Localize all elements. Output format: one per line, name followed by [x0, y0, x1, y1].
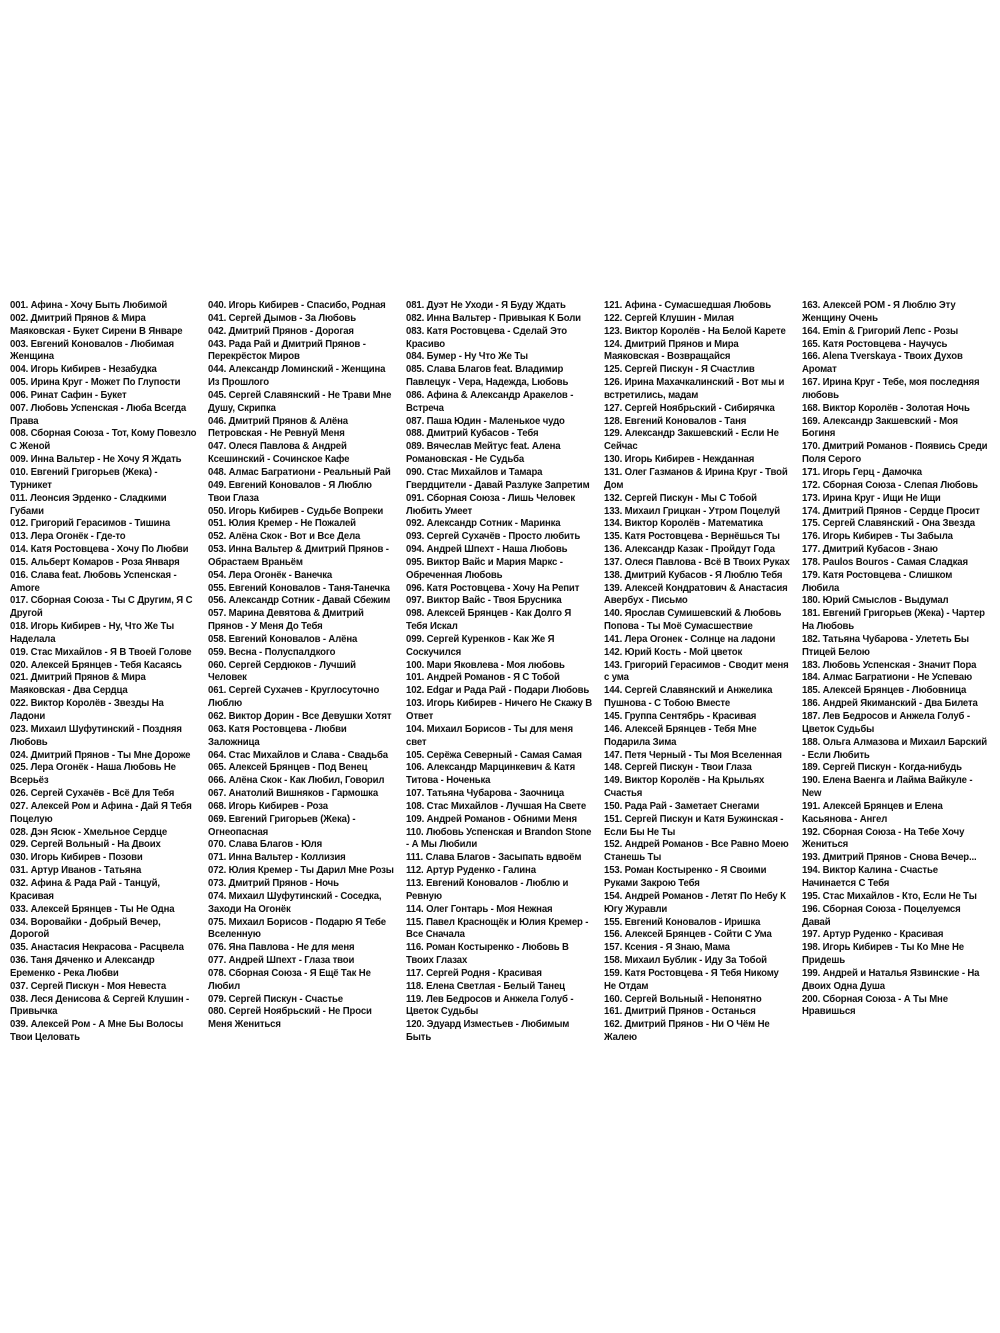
track-entry: 128. Евгений Коновалов - Таня — [604, 415, 747, 427]
track-entry: 069. Евгений Григорьев (Жека) - Огнеопасная — [208, 813, 356, 838]
track-entry: 183. Любовь Успенская - Значит Пора — [802, 659, 977, 671]
track-entry: 114. Олег Гонтарь - Моя Нежная — [406, 903, 553, 915]
track-entry: 088. Дмитрий Кубасов - Тебя — [406, 428, 539, 440]
track-entry: 001. Афина - Хочу Быть Любимой — [10, 300, 168, 311]
track-entry: 050. Игорь Кибирев - Судьбе Вопреки — [208, 505, 384, 517]
track-entry: 045. Сергей Славянский - Не Трави Мне Душу, Скрипка — [208, 389, 392, 414]
track-entry: 101. Андрей Романов - Я С Тобой — [406, 672, 560, 684]
track-entry: 039. Алексей Ром - А Мне Бы Волосы Твои Целовать — [10, 1019, 184, 1044]
track-entry: 195. Стас Михайлов - Кто, Если Не Ты — [802, 890, 977, 902]
track-entry: 115. Павел Краснощёк и Юлия Кремер - Все Сначала — [406, 916, 589, 941]
track-entry: 173. Ирина Круг - Ищи Не Ищи — [802, 492, 941, 504]
track-entry: 049. Евгений Коновалов - Я Люблю Твои Глаза — [208, 479, 372, 504]
track-entry: 113. Евгений Коновалов - Люблю и Ревную — [406, 877, 569, 902]
track-entry: 023. Михаил Шуфутинский - Поздняя Любовь — [10, 723, 182, 748]
track-entry: 176. Игорь Кибирев - Ты Забыла — [802, 531, 953, 543]
track-entry: 145. Группа Сентябрь - Красивая — [604, 711, 757, 722]
track-entry: 028. Дэн Ясюк - Хмельное Сердце — [10, 826, 168, 838]
track-entry: 044. Александр Ломинский - Женщина Из Прошлого — [208, 364, 386, 389]
track-entry: 194. Виктор Калина - Счастье Начинается С Тебя — [802, 865, 938, 889]
track-entry: 024. Дмитрий Прянов - Ты Мне Дороже — [10, 749, 191, 761]
track-entry: 118. Елена Светлая - Белый Танец — [406, 980, 565, 992]
track-entry: 061. Сергей Сухачев - Круглосуточно Люблю — [208, 685, 380, 710]
track-entry: 046. Дмитрий Прянов & Алёна Петровская - Не Ревнуй Меня — [208, 415, 348, 440]
track-entry: 059. Весна - Полуспалдкого — [208, 646, 336, 658]
track-entry: 060. Сергей Сердюков - Лучший Человек — [208, 659, 356, 684]
track-entry: 161. Дмитрий Прянов - Останься — [604, 1006, 756, 1018]
track-entry: 006. Ринат Сафин - Букет — [10, 389, 127, 401]
track-entry: 131. Олег Газманов & Ирина Круг - Твой Дом — [604, 466, 788, 491]
track-entry: 162. Дмитрий Прянов - Ни О Чём Не Жалею — [604, 1019, 770, 1044]
track-entry: 011. Леонсия Эрденко - Сладкими Губами — [10, 492, 167, 517]
track-entry: 182. Татьяна Чубарова - Улететь Бы Птицей Белою — [802, 633, 969, 658]
track-entry: 013. Лера Огонёк - Где-то — [10, 531, 126, 543]
track-entry: 072. Юлия Кремер - Ты Дарил Мне Розы — [208, 865, 394, 877]
track-entry: 033. Алексей Брянцев - Ты Не Одна — [10, 903, 175, 915]
track-entry: 155. Евгений Коновалов - Иришка — [604, 916, 761, 928]
track-entry: 085. Слава Благов feat. Владимир Павлецук - Vера, Надежда, Lюбовь — [406, 364, 569, 389]
track-entry: 014. Катя Ростовцева - Хочу По Любви — [10, 544, 189, 556]
track-entry: 064. Стас Михайлов и Слава - Свадьба — [208, 749, 388, 761]
track-entry: 184. Алмас Багратиони - Не Успеваю — [802, 672, 973, 684]
track-entry: 140. Ярослав Сумишевский & Любовь Попова - Ты Моё Сумасшествие — [604, 608, 782, 633]
track-entry: 020. Алексей Брянцев - Тебя Касаясь — [10, 659, 182, 671]
track-entry: 065. Алексей Брянцев - Под Венец — [208, 762, 368, 774]
track-entry: 165. Катя Ростовцева - Научусь — [802, 338, 948, 350]
track-entry: 062. Виктор Дорин - Все Девушки Хотят — [208, 711, 392, 722]
track-entry: 104. Михаил Борисов - Ты для меня свет — [406, 723, 573, 748]
track-entry: 010. Евгений Григорьев (Жека) - Турникет — [10, 466, 158, 491]
track-entry: 102. Edgar и Рада Рай - Подари Любовь — [406, 685, 590, 697]
track-entry: 042. Дмитрий Прянов - Дорогая — [208, 325, 354, 337]
track-entry: 040. Игорь Кибирев - Спасибо, Родная — [208, 300, 386, 311]
track-entry: 099. Сергей Куренков - Как Же Я Соскучился — [406, 633, 555, 658]
track-entry: 138. Дмитрий Кубасов - Я Люблю Тебя — [604, 569, 783, 581]
track-entry: 067. Анатолий Вишняков - Гармошка — [208, 788, 379, 800]
track-entry: 078. Сборная Союза - Я Ещё Так Не Любил — [208, 967, 371, 992]
track-entry: 129. Александр Закшевский - Если Не Сейчас — [604, 428, 779, 453]
track-entry: 166. Alena Tverskaya - Твоих Духов Аромат — [802, 351, 963, 376]
track-entry: 093. Сергей Сухачёв - Просто любить — [406, 531, 581, 543]
track-entry: 168. Виктор Королёв - Золотая Ночь — [802, 402, 970, 414]
track-entry: 074. Михаил Шуфутинский - Соседка, Заходи На Огонёк — [208, 890, 382, 915]
track-entry: 149. Виктор Королёв - На Крыльях Счастья — [604, 775, 765, 800]
track-entry: 089. Вячеслав Мейтус feat. Алена Романовская - Не Судьба — [406, 441, 561, 466]
track-entry: 135. Катя Ростовцева - Вернёшься Ты — [604, 531, 780, 543]
track-entry: 021. Дмитрий Прянов & Мира Маяковская - Два Сердца — [10, 672, 146, 697]
track-entry: 002. Дмитрий Прянов & Мира Маяковская - Букет Сирени В Январе — [10, 312, 183, 337]
track-entry: 139. Алексей Кондратович & Анастасия Авербух - Письмо — [604, 582, 788, 607]
track-entry: 076. Яна Павлова - Не для меня — [208, 942, 355, 954]
track-entry: 159. Катя Ростовцева - Я Тебя Никому Не Отдам — [604, 967, 779, 992]
track-entry: 017. Сборная Союза - Ты С Другим, Я С Другой — [10, 595, 193, 620]
track-entry: 127. Сергей Ноябрьский - Сибирячка — [604, 402, 775, 414]
track-entry: 108. Стас Михайлов - Лучшая На Свете — [406, 800, 587, 812]
track-entry: 073. Дмитрий Прянов - Ночь — [208, 877, 339, 889]
track-entry: 144. Сергей Славянский и Анжелика Пушнова - С Тобою Вместе — [604, 685, 773, 710]
track-entry: 141. Лера Огонек - Солнце на ладони — [604, 633, 776, 645]
track-entry: 117. Сергей Родня - Красивая — [406, 967, 542, 979]
track-entry: 132. Сергей Пискун - Мы С Тобой — [604, 492, 757, 504]
track-entry: 003. Евгений Коновалов - Любимая Женщина — [10, 338, 174, 363]
track-entry: 071. Инна Вальтер - Коллизия — [208, 852, 346, 864]
track-entry: 057. Марина Девятова & Дмитрий Прянов - У Меня До Тебя — [208, 608, 364, 633]
track-entry: 052. Алёна Скок - Вот и Все Дела — [208, 531, 361, 543]
track-entry: 193. Дмитрий Прянов - Снова Вечер... — [802, 852, 977, 864]
track-entry: 175. Сергей Славянский - Она Звезда — [802, 518, 975, 530]
track-entry: 051. Юлия Кремер - Не Пожалей — [208, 518, 356, 530]
track-entry: 007. Любовь Успенская - Люба Всегда Права — [10, 402, 187, 427]
track-entry: 012. Григорий Герасимов - Тишина — [10, 518, 171, 530]
track-entry: 163. Алексей РОМ - Я Люблю Эту Женщину Очень — [802, 300, 956, 324]
track-entry: 119. Лев Бедросов и Анжела Голуб - Цветок Судьбы — [406, 993, 574, 1018]
track-entry: 037. Сергей Пискун - Моя Невеста — [10, 980, 167, 992]
track-entry: 084. Бумер - Ну Что Же Ты — [406, 351, 528, 363]
track-entry: 150. Рада Рай - Заметает Снегами — [604, 800, 760, 812]
track-entry: 154. Андрей Романов - Летят По Небу К Югу Журавли — [604, 890, 786, 915]
track-entry: 167. Ирина Круг - Тебе, моя последняя любовь — [802, 377, 980, 401]
tracklist-column-2 — [208, 300, 406, 1032]
track-entry: 126. Ирина Махачкалинский - Вот мы и встретились, мадам — [604, 377, 785, 401]
track-entry: 196. Сборная Союза - Поцелуемся Давай — [802, 903, 961, 928]
track-entry: 180. Юрий Смыслов - Выдумал — [802, 595, 949, 607]
track-entry: 081. Дуэт Не Уходи - Я Буду Ждать — [406, 300, 566, 311]
track-entry: 090. Стас Михайлов и Тамара Гвердцители - Давай Разлуке Запретим — [406, 466, 590, 491]
track-entry: 109. Андрей Романов - Обними Меня — [406, 813, 578, 825]
track-entry: 147. Петя Черный - Ты Моя Вселенная — [604, 749, 782, 761]
track-entry: 200. Сборная Союза - А Ты Мне Нравишься — [802, 993, 948, 1018]
track-entry: 160. Сергей Вольный - Непонятно — [604, 993, 762, 1005]
track-entry: 022. Виктор Королёв - Звезды На Ладони — [10, 698, 164, 722]
track-entry: 005. Ирина Круг - Может По Глупости — [10, 377, 181, 389]
track-entry: 125. Сергей Пискун - Я Счастлив — [604, 364, 755, 376]
track-entry: 143. Григорий Герасимов - Сводит меня с ума — [604, 659, 789, 684]
track-entry: 105. Серёжа Северный - Самая Самая — [406, 749, 582, 761]
track-entry: 187. Лев Бедросов и Анжела Голуб - Цветок Судьбы — [802, 711, 970, 735]
track-entry: 179. Катя Ростовцева - Слишком Любила — [802, 569, 953, 594]
track-entry: 019. Стас Михайлов - Я В Твоей Голове — [10, 646, 192, 658]
track-entry: 092. Александр Сотник - Маринка — [406, 518, 561, 530]
track-entry: 111. Слава Благов - Засыпать вдвоём — [406, 852, 582, 864]
tracklist-column-5 — [802, 300, 1000, 1019]
track-entry: 197. Артур Руденко - Красивая — [802, 929, 944, 941]
track-entry: 152. Андрей Романов - Все Равно Моею Станешь Ты — [604, 839, 789, 864]
track-entry: 186. Андрей Якиманский - Два Билета — [802, 698, 978, 710]
tracklist-column-4 — [604, 300, 802, 1045]
track-entry: 077. Андрей Шпехт - Глаза твои — [208, 955, 355, 967]
track-entry: 058. Евгений Коновалов - Алёна — [208, 633, 358, 645]
track-entry: 177. Дмитрий Кубасов - Знаю — [802, 544, 938, 556]
track-entry: 055. Евгений Коновалов - Таня-Танечка — [208, 582, 390, 594]
track-entry: 018. Игорь Кибирев - Ну, Что Же Ты Наделала — [10, 621, 175, 645]
track-entry: 192. Сборная Союза - На Тебе Хочу Жениться — [802, 826, 965, 851]
track-entry: 083. Катя Ростовцева - Сделай Это Красиво — [406, 325, 567, 350]
track-entry: 082. Инна Вальтер - Привыкая К Боли — [406, 312, 581, 324]
track-entry: 136. Александр Казак - Пройдут Года — [604, 544, 775, 556]
track-entry: 174. Дмитрий Прянов - Сердце Просит — [802, 505, 980, 517]
track-entry: 025. Лера Огонёк - Наша Любовь Не Всерьёз — [10, 762, 176, 787]
track-entry: 034. Воровайки - Добрый Вечер, Дорогой — [10, 916, 161, 941]
track-entry: 122. Сергей Клушин - Милая — [604, 312, 735, 324]
track-entry: 189. Сергей Пискун - Когда-нибудь — [802, 762, 962, 774]
track-entry: 079. Сергей Пискун - Счастье — [208, 993, 343, 1005]
track-entry: 027. Алексей Ром и Афина - Дай Я Тебя Поцелую — [10, 800, 192, 825]
track-entry: 032. Афина & Рада Рай - Танцуй, Красивая — [10, 877, 160, 902]
track-entry: 009. Инна Вальтер - Не Хочу Я Ждать — [10, 454, 182, 466]
track-entry: 066. Алёна Скок - Как Любил, Говорил — [208, 775, 385, 787]
track-entry: 035. Анастасия Некрасова - Расцвела — [10, 942, 184, 954]
track-entry: 103. Игорь Кибирев - Ничего Не Скажу В Ответ — [406, 698, 593, 722]
track-entry: 120. Эдуард Изместьев - Любимым Быть — [406, 1019, 570, 1044]
track-entry: 191. Алексей Брянцев и Елена Касьянова - Ангел — [802, 800, 943, 825]
track-entry: 068. Игорь Кибирев - Роза — [208, 800, 328, 812]
track-entry: 087. Паша Юдин - Маленькое чудо — [406, 415, 565, 427]
tracklist-column-3 — [406, 300, 604, 1045]
track-entry: 015. Альберт Комаров - Роза Января — [10, 556, 180, 568]
track-entry: 130. Игорь Кибирев - Нежданная — [604, 454, 755, 466]
track-entry: 137. Олеся Павлова - Всё В Твоих Руках — [604, 556, 790, 568]
track-entry: 008. Сборная Союза - Тот, Кому Повезло С Женой — [10, 428, 197, 453]
track-entry: 096. Катя Ростовцева - Хочу На Репит — [406, 582, 580, 594]
track-entry: 198. Игорь Кибирев - Ты Ко Мне Не Придешь — [802, 942, 964, 967]
track-entry: 146. Алексей Брянцев - Тебя Мне Подарила Зима — [604, 723, 757, 748]
track-entry: 080. Сергей Ноябрьский - Не Проси Меня Жениться — [208, 1006, 372, 1031]
track-entry: 172. Сборная Союза - Слепая Любовь — [802, 479, 978, 491]
track-entry: 016. Слава feat. Любовь Успенская - Amore — [10, 569, 177, 594]
track-entry: 070. Слава Благов - Юля — [208, 839, 323, 851]
track-entry: 133. Михаил Грицкан - Утром Поцелуй — [604, 505, 781, 517]
track-entry: 041. Сергей Дымов - За Любовь — [208, 312, 356, 324]
track-entry: 116. Роман Костыренко - Любовь В Твоих Глазах — [406, 942, 569, 967]
track-entry: 098. Алексей Брянцев - Как Долго Я Тебя Искал — [406, 608, 572, 633]
track-entry: 158. Михаил Бублик - Иду За Тобой — [604, 955, 767, 967]
track-entry: 036. Таня Дяченко и Александр Еременко - Река Любви — [10, 955, 155, 979]
track-entry: 134. Виктор Королёв - Математика — [604, 518, 763, 530]
track-entry: 164. Emin & Григорий Лепс - Розы — [802, 325, 959, 337]
track-entry: 094. Андрей Шпехт - Наша Любовь — [406, 544, 568, 556]
track-entry: 157. Ксения - Я Знаю, Мама — [604, 942, 730, 954]
track-entry: 095. Виктор Вайс и Мария Маркс - Обреченная Любовь — [406, 556, 563, 581]
track-entry: 123. Виктор Королёв - На Белой Карете — [604, 325, 786, 337]
track-entry: 110. Любовь Успенская и Brandon Stone - А Мы Любили — [406, 826, 592, 851]
track-entry: 188. Ольга Алмазова и Михаил Барский - Если Любить — [802, 736, 988, 761]
track-entry: 112. Артур Руденко - Галина — [406, 865, 536, 877]
track-entry: 142. Юрий Кость - Мой цветок — [604, 646, 743, 658]
track-entry: 106. Александр Марцинкевич & Катя Титова - Ноченька — [406, 762, 576, 787]
track-entry: 048. Алмас Багратиони - Реальный Рай — [208, 466, 391, 478]
track-entry: 100. Мари Яковлева - Моя любовь — [406, 659, 565, 671]
track-entry: 053. Инна Вальтер & Дмитрий Прянов - Обрастаем Враньём — [208, 544, 389, 568]
track-entry: 004. Игорь Кибирев - Незабудка — [10, 364, 157, 376]
track-entry: 151. Сергей Пискун и Катя Бужинская - Если Бы Не Ты — [604, 813, 784, 838]
track-entry: 075. Михаил Борисов - Подарю Я Тебе Вселенную — [208, 916, 386, 941]
track-entry: 169. Александр Закшевский - Моя Богиня — [802, 415, 959, 440]
track-entry: 185. Алексей Брянцев - Любовница — [802, 685, 967, 697]
track-entry: 199. Андрей и Наталья Язвинские - На Двоих Одна Душа — [802, 967, 980, 992]
track-entry: 148. Сергей Пискун - Твои Глаза — [604, 762, 752, 774]
track-entry: 056. Александр Сотник - Давай Сбежим — [208, 595, 391, 607]
track-entry: 190. Елена Ваенга и Лайма Вайкуле - New — [802, 775, 973, 800]
track-entry: 124. Дмитрий Прянов и Мира Маяковская - Возвращайся — [604, 338, 739, 363]
track-entry: 063. Катя Ростовцева - Любви Заложница — [208, 723, 347, 748]
track-entry: 029. Сергей Вольный - На Двоих — [10, 839, 161, 851]
track-entry: 031. Артур Иванов - Татьяна — [10, 865, 142, 877]
track-entry: 047. Олеся Павлова & Андрей Ксешинский - Сочинское Кафе — [208, 441, 350, 466]
track-entry: 091. Сборная Союза - Лишь Человек Любить Умеет — [406, 492, 576, 517]
track-entry: 107. Татьяна Чубарова - Заочница — [406, 788, 565, 800]
track-entry: 121. Афина - Сумасшедшая Любовь — [604, 300, 772, 311]
track-entry: 153. Роман Костыренко - Я Своими Руками Закрою Тебя — [604, 865, 767, 889]
track-entry: 170. Дмитрий Романов - Появись Среди Поля Серого — [802, 441, 988, 466]
track-entry: 181. Евгений Григорьев (Жека) - Чартер На Любовь — [802, 608, 985, 633]
track-entry: 030. Игорь Кибирев - Позови — [10, 852, 143, 864]
track-entry: 156. Алексей Брянцев - Сойти С Ума — [604, 929, 772, 941]
tracklist-sheet — [10, 300, 994, 1045]
track-entry: 026. Сергей Сухачёв - Всё Для Тебя — [10, 788, 175, 800]
track-entry: 097. Виктор Вайс - Твоя Брусника — [406, 595, 562, 607]
track-entry: 171. Игорь Герц - Дамочка — [802, 466, 922, 478]
tracklist-column-1 — [10, 300, 208, 1045]
track-entry: 178. Paulos Bouros - Самая Сладкая — [802, 556, 968, 568]
track-entry: 054. Лера Огонёк - Ванечка — [208, 569, 333, 581]
track-entry: 038. Леся Денисова & Сергей Клушин - Привычка — [10, 993, 190, 1018]
track-entry: 086. Афина & Александр Аракелов - Встреча — [406, 389, 574, 414]
track-entry: 043. Рада Рай и Дмитрий Прянов - Перекрёсток Миров — [208, 338, 366, 363]
